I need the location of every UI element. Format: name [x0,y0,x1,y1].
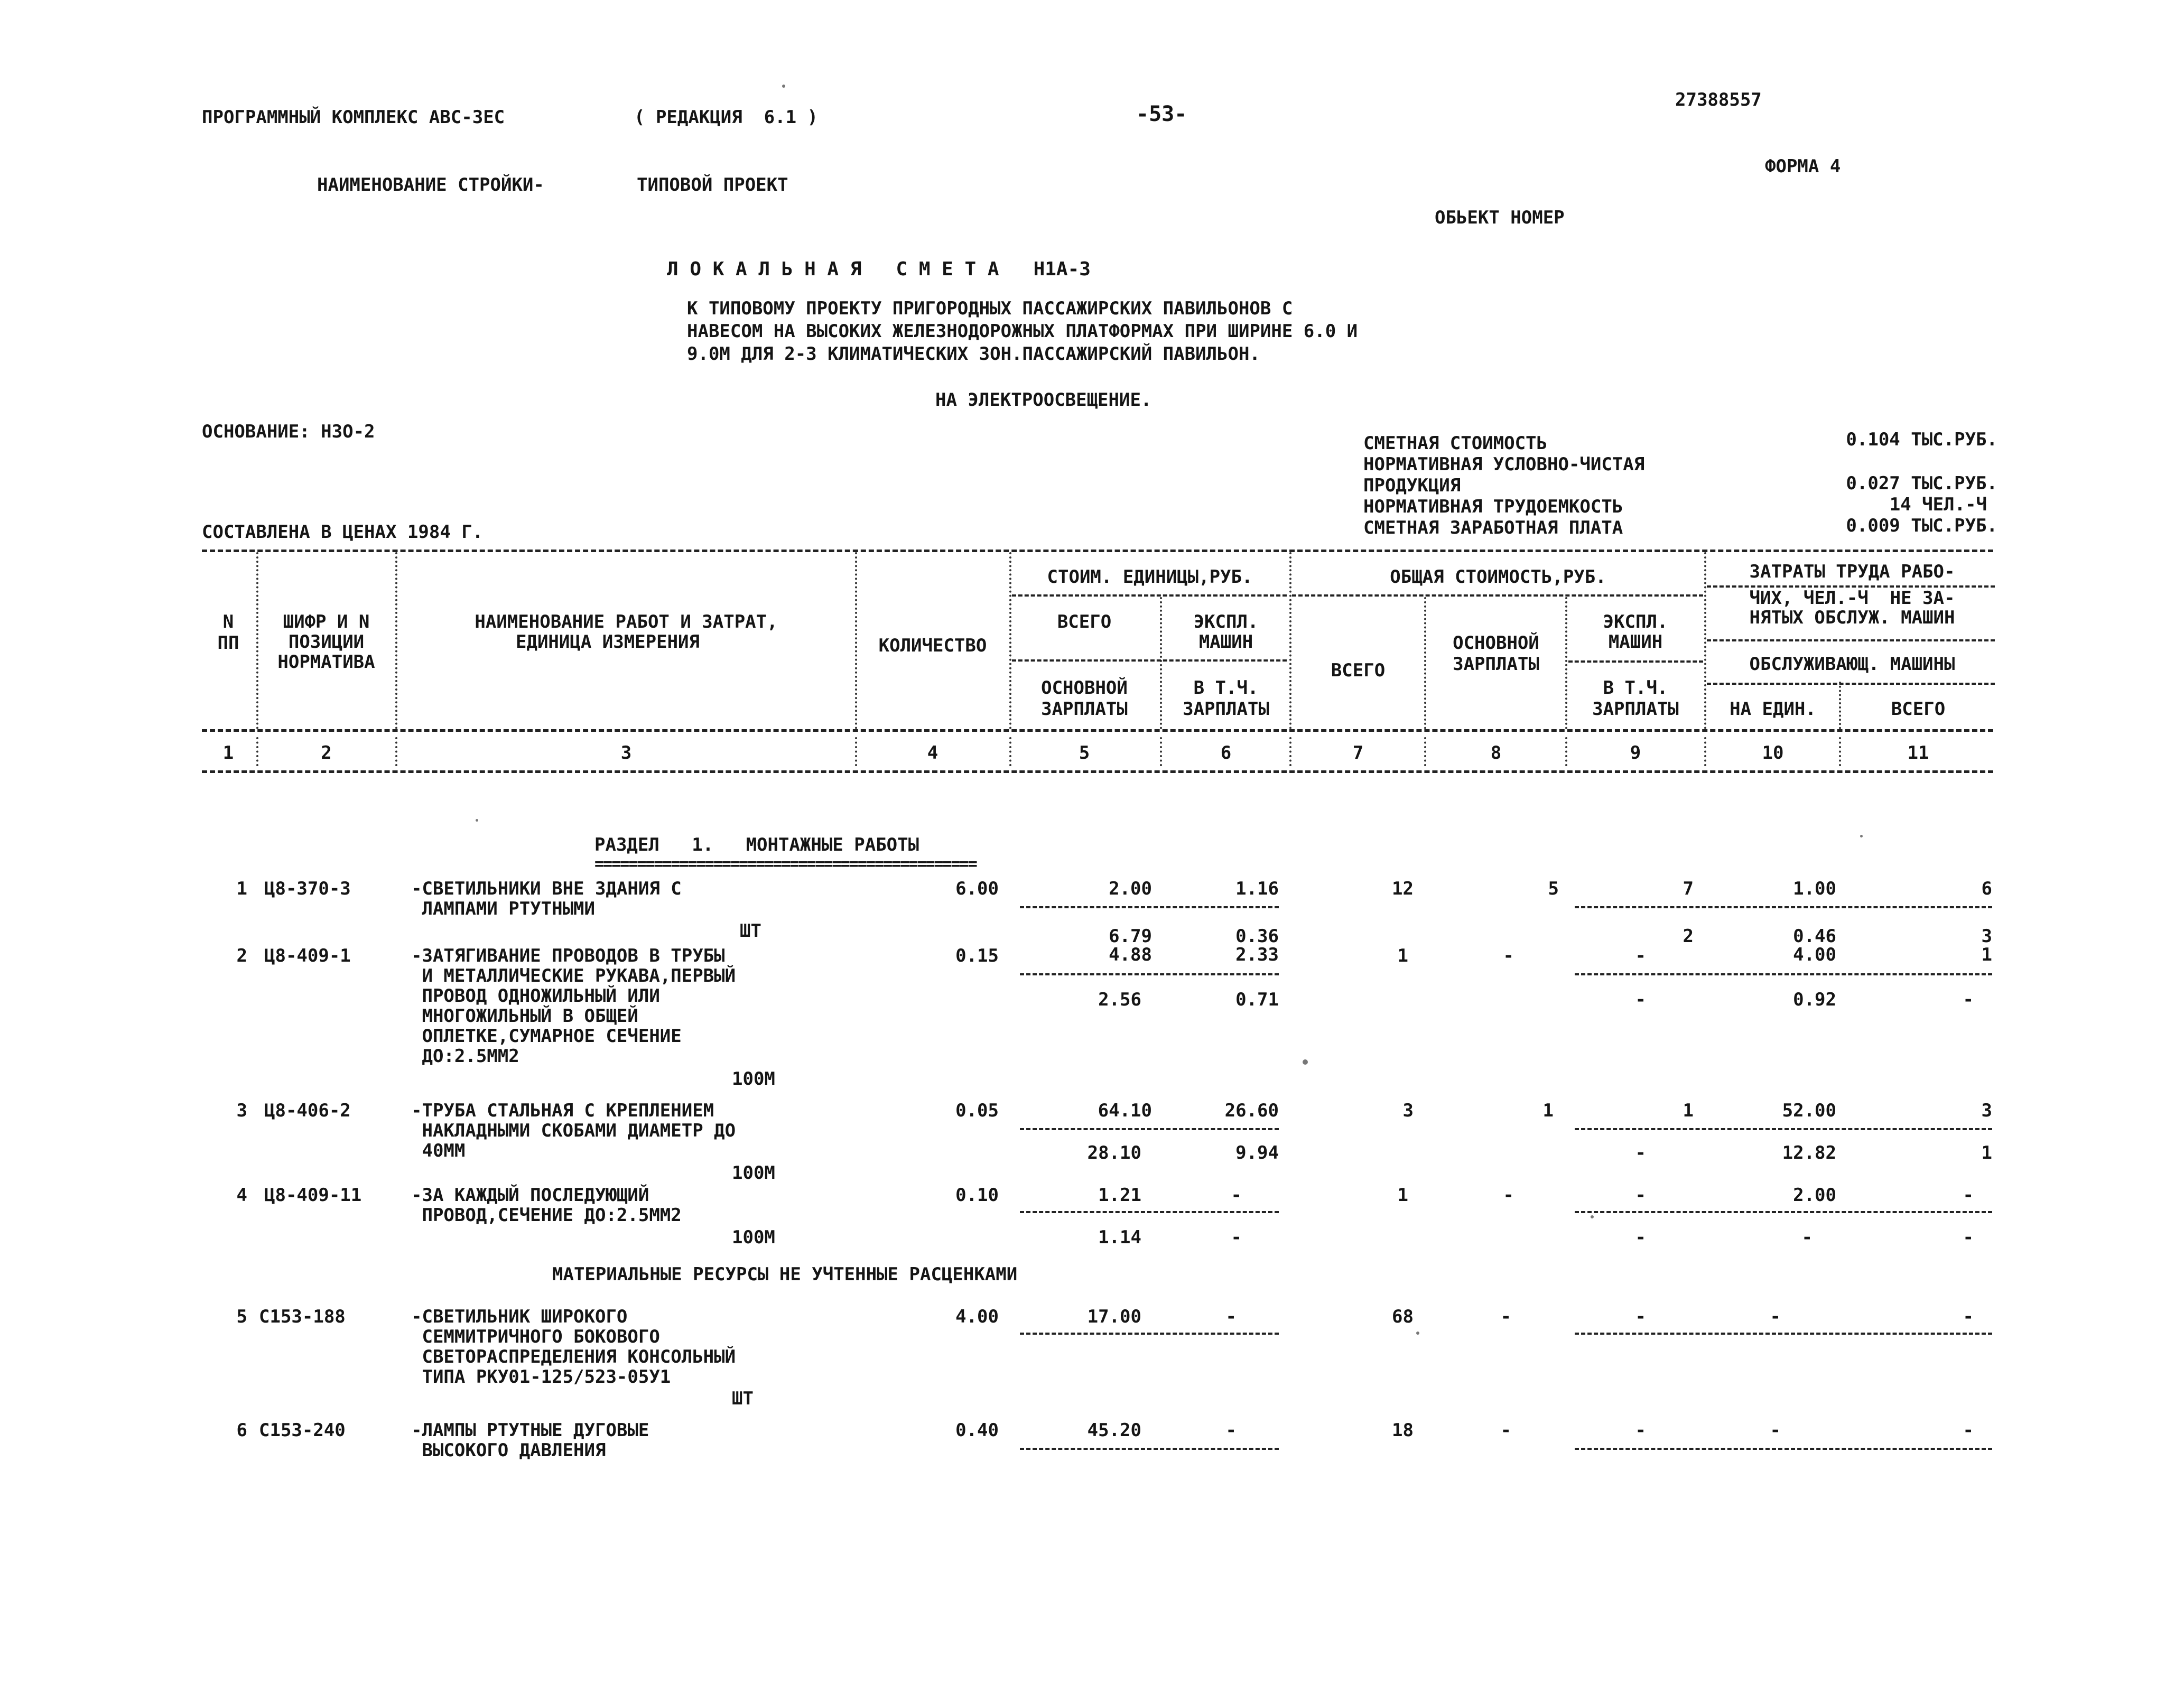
object-label: ОБЬЕКТ НОМЕР [1435,207,1565,228]
hdr-name-2: ЕДИНИЦА ИЗМЕРЕНИЯ [516,631,700,653]
program-name: ПРОГРАММНЫЙ КОМПЛЕКС АВС-3ЕС [202,107,505,128]
colnum-sep-5 [1160,737,1162,766]
row5-c10: - [1770,1306,1781,1327]
row4-c6-bottom: - [1231,1227,1242,1248]
row4-c5: 1.21 [1098,1185,1141,1206]
row2-c8: - [1503,945,1514,966]
row6-rule-a [1020,1448,1279,1450]
row3-c10-bottom: 12.82 [1782,1142,1836,1163]
hdr-labor-rule-3 [1707,683,1995,685]
row6-c5: 45.20 [1087,1420,1141,1441]
colnum-sep-3 [855,737,857,766]
row1-c11: 6 [1981,878,1992,899]
summary-label-estimated-cost: СМЕТНАЯ СТОИМОСТЬ [1363,433,1547,454]
row6-n: 6 [236,1420,247,1441]
row4-qty: 0.10 [955,1185,999,1206]
colnum-bottom-rule [202,770,1993,773]
row2-c9-top: 2 [1683,926,1694,947]
row2-c6: 2.33 [1235,944,1279,965]
scan-speck [1591,1215,1594,1218]
row2-name-2: И МЕТАЛЛИЧЕСКИЕ РУКАВА,ПЕРВЫЙ [411,965,736,986]
edition: ( РЕДАКЦИЯ 6.1 ) [634,107,818,128]
row5-rule-a [1020,1333,1279,1335]
row2-c10-top: 0.46 [1793,926,1836,947]
summary-label-normative: НОРМАТИВНАЯ УСЛОВНО-ЧИСТАЯ [1363,454,1645,475]
summary-label-product: ПРОДУКЦИЯ [1363,475,1461,496]
hdr-labor-total: ВСЕГО [1891,699,1946,720]
row4-c10-bottom: - [1801,1227,1813,1248]
row3-c5: 64.10 [1098,1100,1152,1121]
hdr-code-2: ПОЗИЦИИ [288,631,365,653]
summary-value-product: 0.027 ТЫС.РУБ. [1846,473,1997,494]
hdr-unit-cost: СТОИМ. ЕДИНИЦЫ,РУБ. [1047,566,1253,588]
row4-c10: 2.00 [1793,1185,1836,1206]
row2-name-5: ОПЛЕТКЕ,СУМАРНОЕ СЕЧЕНИЕ [411,1026,682,1047]
row5-n: 5 [236,1306,247,1327]
row3-c9: 1 [1683,1100,1694,1121]
row2-unit: 100М [732,1068,775,1090]
row3-c8: 1 [1542,1100,1554,1121]
hdr-labor-serv: ОБСЛУЖИВАЮЩ. МАШИНЫ [1749,654,1955,675]
header-bottom-rule [202,729,1993,732]
col-sep-5 [1160,597,1162,729]
row1-c9: 7 [1683,878,1694,899]
section-heading: РАЗДЕЛ 1. МОНТАЖНЫЕ РАБОТЫ [594,834,919,855]
row4-c11: - [1963,1185,1974,1206]
hdr-code-1: ШИФР И N [283,611,370,632]
row2-rule-b [1575,973,1992,975]
row5-unit: ШТ [732,1388,754,1409]
colnum-5: 5 [1079,742,1090,764]
row1-c6: 1.16 [1235,878,1279,899]
hdr-total-cost-rule [1292,594,1703,597]
hdr-unit-sub-rule [1012,659,1287,662]
hdr-total-incl-2: ЗАРПЛАТЫ [1592,699,1679,720]
row3-c9-bottom: - [1635,1142,1646,1163]
row6-name-1: -ЛАМПЫ РТУТНЫЕ ДУГОВЫЕ [411,1420,649,1441]
hdr-unit-mach-2: МАШИН [1198,631,1253,653]
row3-name-3: 40ММ [411,1140,466,1161]
scope-label: НА ЭЛЕКТРООСВЕЩЕНИЕ. [935,389,1152,411]
hdr-unit-incl-2: ЗАРПЛАТЫ [1183,699,1269,720]
row2-c11-top: 3 [1981,926,1992,947]
col-sep-7 [1424,597,1426,729]
row3-c6-bottom: 9.94 [1235,1142,1279,1163]
row2-c11-bottom: - [1963,989,1974,1010]
materials-heading: МАТЕРИАЛЬНЫЕ РЕСУРСЫ НЕ УЧТЕННЫЕ РАСЦЕНКАМИ [552,1264,1018,1285]
estimate-title: Л О К А Л Ь Н А Я С М Е Т А Н1А-3 [667,258,1091,280]
row2-qty: 0.15 [955,945,999,966]
row1-c8: 5 [1548,878,1559,899]
row2-name-3: ПРОВОД ОДНОЖИЛЬНЫЙ ИЛИ [411,985,660,1007]
hdr-total-wage-1: ОСНОВНОЙ [1453,632,1539,654]
hdr-num-1: N [222,611,234,632]
col-sep-6 [1289,552,1291,729]
row6-qty: 0.40 [955,1420,999,1441]
hdr-total-incl-1: В Т.Ч. [1603,677,1668,699]
document-number: 27388557 [1675,89,1762,110]
row1-unit: ШТ [740,920,761,942]
colnum-9: 9 [1630,742,1641,764]
construction-label: НАИМЕНОВАНИЕ СТРОЙКИ- [317,174,544,196]
col-sep-2 [395,552,397,729]
row2-c6-top: 0.36 [1235,926,1279,947]
row1-code: Ц8-370-3 [264,878,351,899]
colnum-sep-2 [395,737,397,766]
row3-qty: 0.05 [955,1100,999,1121]
hdr-labor-1: ЗАТРАТЫ ТРУДА РАБО- [1749,561,1955,582]
summary-label-labor: НОРМАТИВНАЯ ТРУДОЕМКОСТЬ [1363,496,1623,517]
row4-n: 4 [236,1185,247,1206]
row4-c8: - [1503,1185,1514,1206]
subtitle-line-3: 9.0М ДЛЯ 2-3 КЛИМАТИЧЕСКИХ ЗОН.ПАССАЖИРСКИЙ ПАВИЛЬОН. [687,343,1260,365]
colnum-sep-7 [1424,737,1426,766]
row2-name-6: ДО:2.5ММ2 [411,1046,519,1067]
scan-speck [1860,835,1863,837]
hdr-total-mach-1: ЭКСПЛ. [1603,611,1668,632]
colnum-11: 11 [1907,742,1929,764]
row4-rule-b [1575,1211,1992,1213]
summary-value-labor: 14 ЧЕЛ.-Ч [1889,494,1987,515]
hdr-unit-cost-rule [1012,594,1287,597]
colnum-sep-9 [1704,737,1706,766]
colnum-2: 2 [321,742,332,764]
colnum-8: 8 [1490,742,1502,764]
row6-c6: - [1225,1420,1237,1441]
row2-c5-top: 6.79 [1109,926,1152,947]
hdr-name-1: НАИМЕНОВАНИЕ РАБОТ И ЗАТРАТ, [475,611,778,632]
basis-label: ОСНОВАНИЕ: НЗО-2 [202,421,375,442]
row6-c9: - [1635,1420,1646,1441]
construction-value: ТИПОВОЙ ПРОЕКТ [637,174,788,196]
row2-n: 2 [236,945,247,966]
scan-speck [1416,1332,1419,1335]
col-sep-1 [256,552,258,729]
colnum-sep-10 [1839,737,1841,766]
row4-rule-a [1020,1211,1279,1213]
row2-c5-bottom: 2.56 [1098,989,1141,1010]
col-sep-10 [1839,682,1841,729]
hdr-total-cost: ОБЩАЯ СТОИМОСТЬ,РУБ. [1390,566,1606,588]
hdr-code-3: НОРМАТИВА [277,651,375,673]
row1-c10: 1.00 [1793,878,1836,899]
hdr-unit-total: ВСЕГО [1057,611,1112,632]
subtitle-line-1: К ТИПОВОМУ ПРОЕКТУ ПРИГОРОДНЫХ ПАССАЖИРСКИХ ПАВИЛЬОНОВ С [687,298,1293,319]
row2-code: Ц8-409-1 [264,945,351,966]
colnum-sep-8 [1565,737,1567,766]
row1-c5: 2.00 [1109,878,1152,899]
row3-c6: 26.60 [1224,1100,1279,1121]
row5-name-4: ТИПА РКУ01-125/523-05У1 [411,1366,671,1388]
hdr-labor-unit: НА ЕДИН. [1730,699,1816,720]
row5-c6: - [1225,1306,1237,1327]
row3-n: 3 [236,1100,247,1121]
row6-c10: - [1770,1420,1781,1441]
row1-n: 1 [236,878,247,899]
row4-name-2: ПРОВОД,СЕЧЕНИЕ ДО:2.5ММ2 [411,1205,682,1226]
row3-c10: 52.00 [1782,1100,1836,1121]
row3-rule-b [1575,1128,1992,1130]
row3-c11-bottom: 1 [1981,1142,1992,1163]
hdr-total-wage-2: ЗАРПЛАТЫ [1453,654,1539,675]
colnum-4: 4 [927,742,938,764]
row5-rule-b [1575,1333,1992,1335]
row2-name-4: МНОГОЖИЛЬНЫЙ В ОБЩЕЙ [411,1006,638,1027]
row3-c5-bottom: 28.10 [1087,1142,1141,1163]
hdr-num-2: ПП [217,632,239,654]
row5-name-1: -СВЕТИЛЬНИК ШИРОКОГО [411,1306,628,1327]
row2-rule-a [1020,973,1279,975]
row4-c9: - [1635,1185,1646,1206]
hdr-unit-mach-1: ЭКСПЛ. [1193,611,1259,632]
row6-c11: - [1963,1420,1974,1441]
summary-label-wages: СМЕТНАЯ ЗАРАБОТНАЯ ПЛАТА [1363,517,1623,538]
row2-c9-bottom: - [1635,989,1646,1010]
hdr-labor-3: НЯТЫХ ОБСЛУЖ. МАШИН [1749,607,1955,628]
row3-c7: 3 [1402,1100,1414,1121]
colnum-7: 7 [1352,742,1364,764]
row2-c9: - [1635,945,1646,966]
row1-rule-b [1575,906,1992,908]
row4-c5-bottom: 1.14 [1098,1227,1141,1248]
row6-code: С153-240 [259,1420,346,1441]
row2-c11: 1 [1981,944,1992,965]
colnum-1: 1 [222,742,234,764]
row6-name-2: ВЫСОКОГО ДАВЛЕНИЯ [411,1440,606,1461]
row2-c7: 1 [1397,945,1408,966]
row4-c11-bottom: - [1963,1227,1974,1248]
row1-name-2: ЛАМПАМИ РТУТНЫМИ [411,898,595,919]
colnum-sep-6 [1289,737,1291,766]
row5-name-3: СВЕТОРАСПРЕДЕЛЕНИЯ КОНСОЛЬНЫЙ [411,1346,736,1367]
row3-unit: 100М [732,1162,775,1184]
hdr-labor-2: ЧИХ, ЧЕЛ.-Ч НЕ ЗА- [1749,588,1955,609]
row6-rule-b [1575,1448,1992,1450]
colnum-3: 3 [620,742,632,764]
hdr-total-all: ВСЕГО [1331,660,1386,681]
row6-c7: 18 [1392,1420,1414,1441]
hdr-unit-wage-2: ЗАРПЛАТЫ [1041,699,1128,720]
row3-code: Ц8-406-2 [264,1100,351,1121]
row5-c7: 68 [1392,1306,1414,1327]
scan-speck [782,85,785,88]
row4-name-1: -ЗА КАЖДЫЙ ПОСЛЕДУЮЩИЙ [411,1185,649,1206]
subtitle-line-2: НАВЕСОМ НА ВЫСОКИХ ЖЕЛЕЗНОДОРОЖНЫХ ПЛАТФОРМАХ ПРИ ШИРИНЕ 6.0 И [687,321,1358,342]
form-label: ФОРМА 4 [1765,156,1841,177]
row1-name-1: -СВЕТИЛЬНИКИ ВНЕ ЗДАНИЯ С [411,878,682,899]
hdr-total-mach-2: МАШИН [1608,631,1663,653]
summary-value-wages: 0.009 ТЫС.РУБ. [1846,515,1997,536]
hdr-quantity: КОЛИЧЕСТВО [878,635,987,656]
row2-c5: 4.88 [1109,944,1152,965]
row4-unit: 100М [732,1227,775,1248]
row5-qty: 4.00 [955,1306,999,1327]
row3-name-1: -ТРУБА СТАЛЬНАЯ С КРЕПЛЕНИЕМ [411,1100,714,1121]
table-top-rule [202,550,1993,552]
row2-c10: 4.00 [1793,944,1836,965]
scan-speck [1303,1059,1308,1065]
row1-qty: 6.00 [955,878,999,899]
hdr-unit-wage-1: ОСНОВНОЙ [1041,677,1128,699]
summary-value-estimated-cost: 0.104 ТЫС.РУБ. [1846,429,1997,450]
row3-rule-a [1020,1128,1279,1130]
hdr-labor-rule-2 [1707,639,1995,641]
colnum-sep-1 [256,737,258,766]
col-sep-9 [1704,552,1706,729]
row2-c6-bottom: 0.71 [1235,989,1279,1010]
row5-c8: - [1500,1306,1511,1327]
colnum-10: 10 [1762,742,1784,764]
row3-name-2: НАКЛАДНЫМИ СКОБАМИ ДИАМЕТР ДО [411,1120,736,1141]
section-underline: ============================================= [594,855,977,873]
hdr-total-mach-rule [1568,660,1703,663]
scan-speck [476,819,478,822]
row4-c9-bottom: - [1635,1227,1646,1248]
row4-code: Ц8-409-11 [264,1185,362,1206]
row5-name-2: СЕММИТРИЧНОГО БОКОВОГО [411,1326,660,1347]
row3-c11: 3 [1981,1100,1992,1121]
row4-c6: - [1231,1185,1242,1206]
row2-name-1: -ЗАТЯГИВАНИЕ ПРОВОДОВ В ТРУБЫ [411,945,725,966]
row5-c5: 17.00 [1087,1306,1141,1327]
row5-c9: - [1635,1306,1646,1327]
hdr-unit-incl-1: В Т.Ч. [1193,677,1259,699]
price-basis: СОСТАВЛЕНА В ЦЕНАХ 1984 Г. [202,522,484,543]
page-number: -53- [1136,102,1187,126]
colnum-sep-4 [1009,737,1011,766]
colnum-6: 6 [1220,742,1232,764]
row5-code: С153-188 [259,1306,346,1327]
row2-c10-bottom: 0.92 [1793,989,1836,1010]
row1-rule-a [1020,906,1279,908]
row4-c7: 1 [1397,1185,1408,1206]
row5-c11: - [1963,1306,1974,1327]
row6-c8: - [1500,1420,1511,1441]
row1-c7: 12 [1392,878,1414,899]
